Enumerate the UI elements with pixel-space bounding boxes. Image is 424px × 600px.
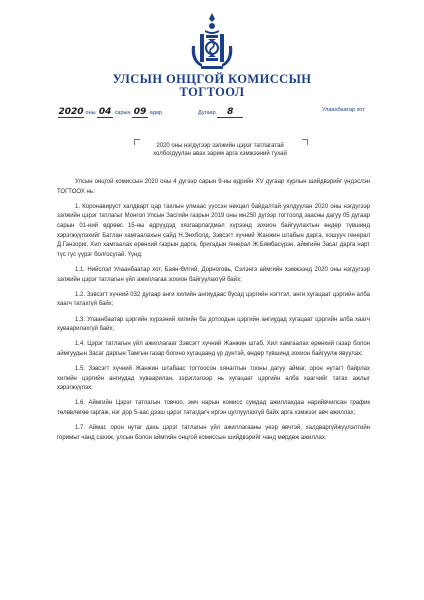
document-type-title: ТОГТООЛ	[179, 85, 245, 99]
date-field	[58, 107, 162, 118]
subject-line1: 2020 оны нэгдүгээр зэлжийн цэрэг татлагатай	[156, 143, 284, 149]
document-body	[57, 178, 370, 449]
date-month: 04	[98, 107, 112, 117]
org-name-line1: УЛСЫН ОНЦГОЙ КОМИССЫН	[112, 72, 312, 86]
document-number: 8	[217, 107, 243, 118]
paragraph-1-3: 1.3. Улаанбаатар цэргийн хүрээний хилийн ба дотоодын цэргийн ангиудад хугацаат цэргийн алба хаагч хуваарилахгүй байх;	[57, 316, 370, 333]
date-year-suffix: оны	[85, 110, 96, 116]
date-day-suffix: өдөр	[149, 110, 162, 116]
paragraph-preamble: Улсын онцгой комиссын 2020 оны 4 дүгээр сарын 9-ны өдрийн XV дугаар хурлын шийдвэрийг үндэслэн ТОГТООХ нь:	[57, 179, 370, 195]
subject-bracket-right	[302, 139, 308, 145]
subject-line2: холбогдуулан авах зарим арга хэмжээний тухай	[153, 151, 287, 157]
paragraph-1-6: 1.6. Аймгийн Цэрэг татлагын товчоо, эмч нарын комисс сумдад ажиллахдаа нарийвчилсан график төлөвлөгөө гаргаж, нэг дор 5-аас дээш цэрэг татагдагч иргэн цуглуулахгүй байх арга хэмжээг авч ажиллах;	[57, 400, 370, 417]
date-year: 2020	[58, 107, 84, 117]
paragraph-1: 1. Коронавируст халдварт цар тахлын улмаас үүссэн нөхцөл байдалтай уялдуулан 2020 оны нэгдүгээр зэлжийн цэрэг татлагыг Монгол Улсын Засгийн газрын 2019 оны мн250 дүгээр тогтоолд заасны дагуу 05 дугаар сарын 01-ний өдрөөс 15-ны өдрүүдэд хязгаарлагдмал хүрээнд зохион байгуулахтын өндөр түвшинд хэрэгжүүлэхийг Батлан хамгаалахын сайд Н.Энхболд, Зэвсэгт хүчний Жанжин штабын дарга, хошууч генерал Д.Ганзориг, Хил хамгаалах ерөнхий газрын дарга, бригадын генерал Ж.Бямбасүрэн, аймгийн Засаг дарга нарт түс түс үүрэг болгосугай. Үүнд:	[57, 203, 370, 258]
document-meta-line	[0, 104, 424, 118]
number-label: Дугаар	[198, 110, 216, 116]
paragraph-1-7: 1.7. Аймаг, орон нутаг дахь цэрэг татлагын үйл ажиллагааны үеэр өвчтэй, халдваргүйжүүлэлтийн горимыг чанд сахиж, улсын болон аймгийн онцгой комиссын шийдвэрийг чанд мөрдөж ажиллах.	[57, 425, 370, 441]
city-label: Улаанбаатар хот	[322, 107, 365, 113]
paragraph-1-5: 1.5. Зэвсэгт хүчний Жанжин штабаас тогтоосон хяналтын тооны дагуу аймаг, орон нутагт байрлах хилийн цэргийн ангиудад хуваарилан, зэрэглэлээр нь хугацаат цэргийн алба хаагчийг татах ажлыг хэрэгжүүлэх;	[57, 366, 370, 392]
date-day: 09	[133, 107, 147, 117]
document-number-field	[198, 107, 243, 118]
paragraph-1-4: 1.4. Цэрэг татлагын үйл ажиллагааг Зэвсэгт хүчний Жанжин штаб, Хил хамгаалах ерөнхий газар болон аймгуудын Засаг даргын Тамгын газар богино хугацаанд үр дүнтэй, өндөр түвшинд зохион байгуулж явуулах;	[57, 341, 370, 357]
paragraph-1-1: 1.1. Нийслэл Улаанбаатар хот, Баян-Өлгий, Дорноговь, Сэлэнгэ аймгийн хэмжээнд 2020 оны нэгдүгээр зэлжийн цэрэг татлагын үйл ажиллагаа зохион байгуулахгүй байх;	[57, 266, 370, 283]
paragraph-1-2: 1.2. Зэвсэгт хүчний 032 дугаар анги хилийн ангиудаас бусад цэргийн нэгтгэл, анги хугацаат цэргийн алба хаагч татахгүй байх;	[57, 291, 370, 308]
document-subject	[138, 142, 302, 158]
state-emblem-icon	[186, 12, 238, 70]
date-month-suffix: сарын	[114, 110, 131, 116]
